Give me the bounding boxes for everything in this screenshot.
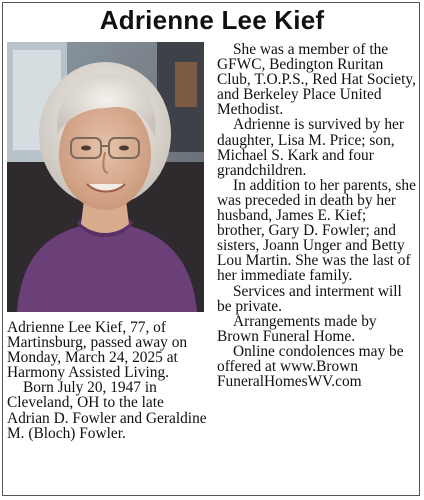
portrait-photo [7, 42, 204, 312]
portrait-photo-icon [7, 42, 204, 312]
preceded-paragraph: In addition to her parents, she was preceded in death by her husband, James E. Kief; brother, Gary D. Fowler; and sisters, Joann Unger and Betty Lou Martin. She was the last of her immediate family. [217, 176, 416, 285]
condolences-paragraph: Online condolences may be offered at www.Brown FuneralHomesWV.com [217, 342, 404, 391]
membership-paragraph: She was a member of the GFWC, Bedington Ruritan Club, T.O.P.S., Red Hat Society, and Berkeley Place United Methodist. [217, 41, 416, 119]
right-text-column [217, 42, 417, 389]
arrangements-paragraph: Arrangements made by Brown Funeral Home. [217, 312, 377, 345]
obituary-intro-paragraph: Adrienne Lee Kief, 77, of Martinsburg, passed away on Monday, March 24, 2025 at Harmony Assisted Living. [7, 319, 188, 382]
obituary-title: Adrienne Lee Kief [99, 5, 325, 35]
services-paragraph: Services and interment will be private. [217, 282, 402, 315]
survivors-paragraph: Adrienne is survived by her daughter, Lisa M. Price; son, Michael S. Kark and four grandchildren. [217, 116, 404, 179]
left-text-column [7, 320, 209, 441]
birth-paragraph: Born July 20, 1947 in Cleveland, OH to the late Adrian D. Fowler and Geraldine M. (Bloch) Fowler. [7, 379, 207, 442]
